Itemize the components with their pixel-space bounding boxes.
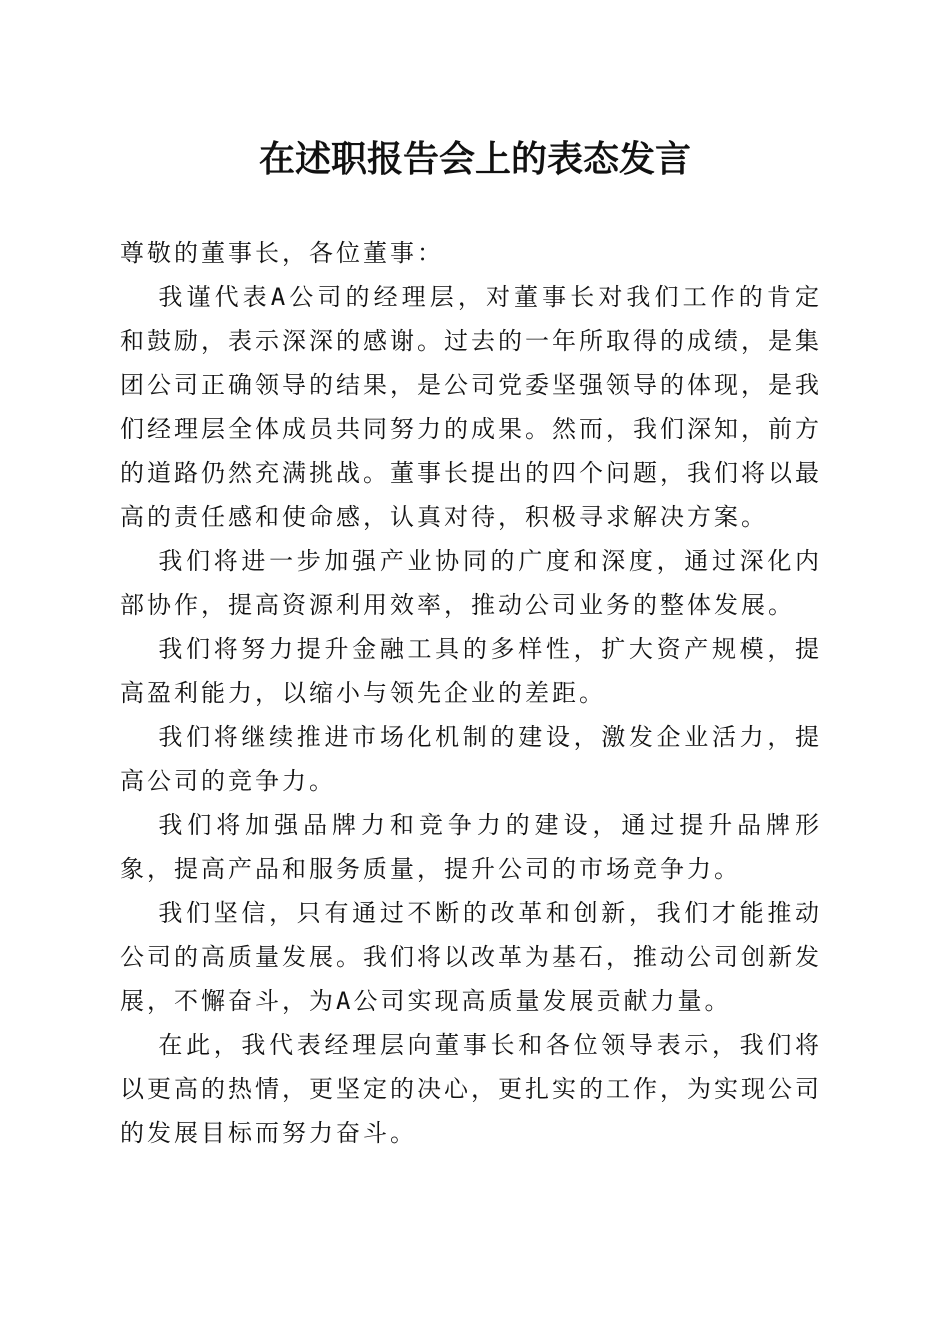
- document-title: 在述职报告会上的表态发言: [258, 138, 691, 180]
- salutation: 尊敬的董事长，各位董事：: [120, 239, 444, 267]
- paragraph-4: 我们将继续推进市场化机制的建设，激发企业活力，提高公司的竞争力。: [120, 723, 822, 795]
- paragraph-1: 我谨代表A公司的经理层，对董事长对我们工作的肯定和鼓励，表示深深的感谢。过去的一年所取得的成绩，是集团公司正确领导的结果，是公司党委坚强领导的体现，是我们经理层全体成员共同努力的成果。然而，我们深知，前方的道路仍然充满挑战。董事长提出的四个问题，我们将以最高的责任感和使命感，认真对待，积极寻求解决方案。: [120, 283, 822, 531]
- paragraph-2: 我们将进一步加强产业协同的广度和深度，通过深化内部协作，提高资源利用效率，推动公司业务的整体发展。: [120, 547, 822, 619]
- paragraph-6: 我们坚信，只有通过不断的改革和创新，我们才能推动公司的高质量发展。我们将以改革为基石，推动公司创新发展，不懈奋斗，为A公司实现高质量发展贡献力量。: [120, 899, 822, 1015]
- paragraph-7: 在此，我代表经理层向董事长和各位领导表示，我们将以更高的热情，更坚定的决心，更扎实的工作，为实现公司的发展目标而努力奋斗。: [120, 1031, 822, 1147]
- paragraph-5: 我们将加强品牌力和竞争力的建设，通过提升品牌形象，提高产品和服务质量，提升公司的市场竞争力。: [120, 811, 822, 883]
- document-body: [120, 231, 822, 1155]
- paragraph-3: 我们将努力提升金融工具的多样性，扩大资产规模，提高盈利能力，以缩小与领先企业的差距。: [120, 635, 822, 707]
